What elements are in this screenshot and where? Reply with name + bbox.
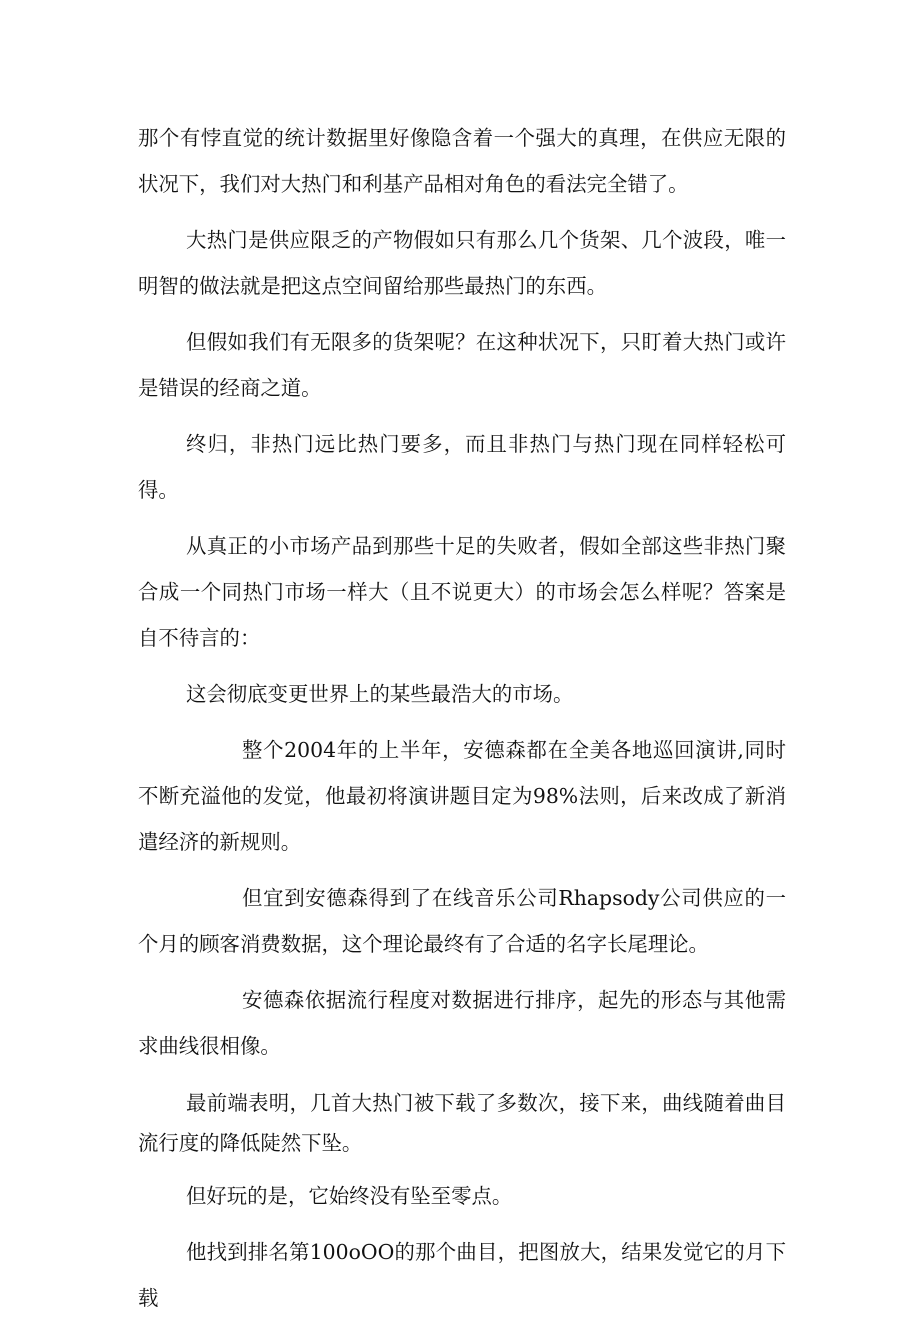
document-body — [138, 115, 786, 1321]
paragraph-9: 安德森依据流行程度对数据进行排序，起先的形态与其他需求曲线很相像。 — [138, 988, 786, 1058]
paragraph-7: 整个2004年的上半年，安德森都在全美各地巡回演讲,同时不断充溢他的发觉，他最初将演讲题目定为98%法则，后来改成了新消遣经济的新规则。 — [138, 738, 786, 854]
paragraph-10: 最前端表明，几首大热门被下载了多数次，接下来，曲线随着曲目流行度的降低陡然下坠。 — [138, 1091, 786, 1155]
paragraph-6: 这会彻底变更世界上的某些最浩大的市场。 — [186, 682, 574, 706]
paragraph-4: 终归，非热门远比热门要多，而且非热门与热门现在同样轻松可得。 — [138, 432, 786, 502]
paragraph-5: 从真正的小市场产品到那些十足的失败者，假如全部这些非热门聚合成一个同热门市场一样大（且不说更大）的市场会怎么样呢？答案是自不待言的： — [138, 534, 786, 650]
paragraph-3: 但假如我们有无限多的货架呢？在这种状况下，只盯着大热门或许是错误的经商之道。 — [138, 330, 786, 400]
paragraph-8: 但宜到安德森得到了在线音乐公司Rhapsody公司供应的一个月的顾客消费数据，这个理论最终有了合适的名字长尾理论。 — [138, 886, 786, 956]
paragraph-1: 那个有悖直觉的统计数据里好像隐含着一个强大的真理，在供应无限的状况下，我们对大热门和利基产品相对角色的看法完全错了。 — [138, 126, 786, 196]
paragraph-11: 但好玩的是，它始终没有坠至零点。 — [186, 1184, 513, 1208]
paragraph-12: 他找到排名第100oOO的那个曲目，把图放大，结果发觉它的月下载 — [138, 1240, 786, 1310]
paragraph-2: 大热门是供应限乏的产物假如只有那么几个货架、几个波段，唯一明智的做法就是把这点空间留给那些最热门的东西。 — [138, 228, 786, 298]
